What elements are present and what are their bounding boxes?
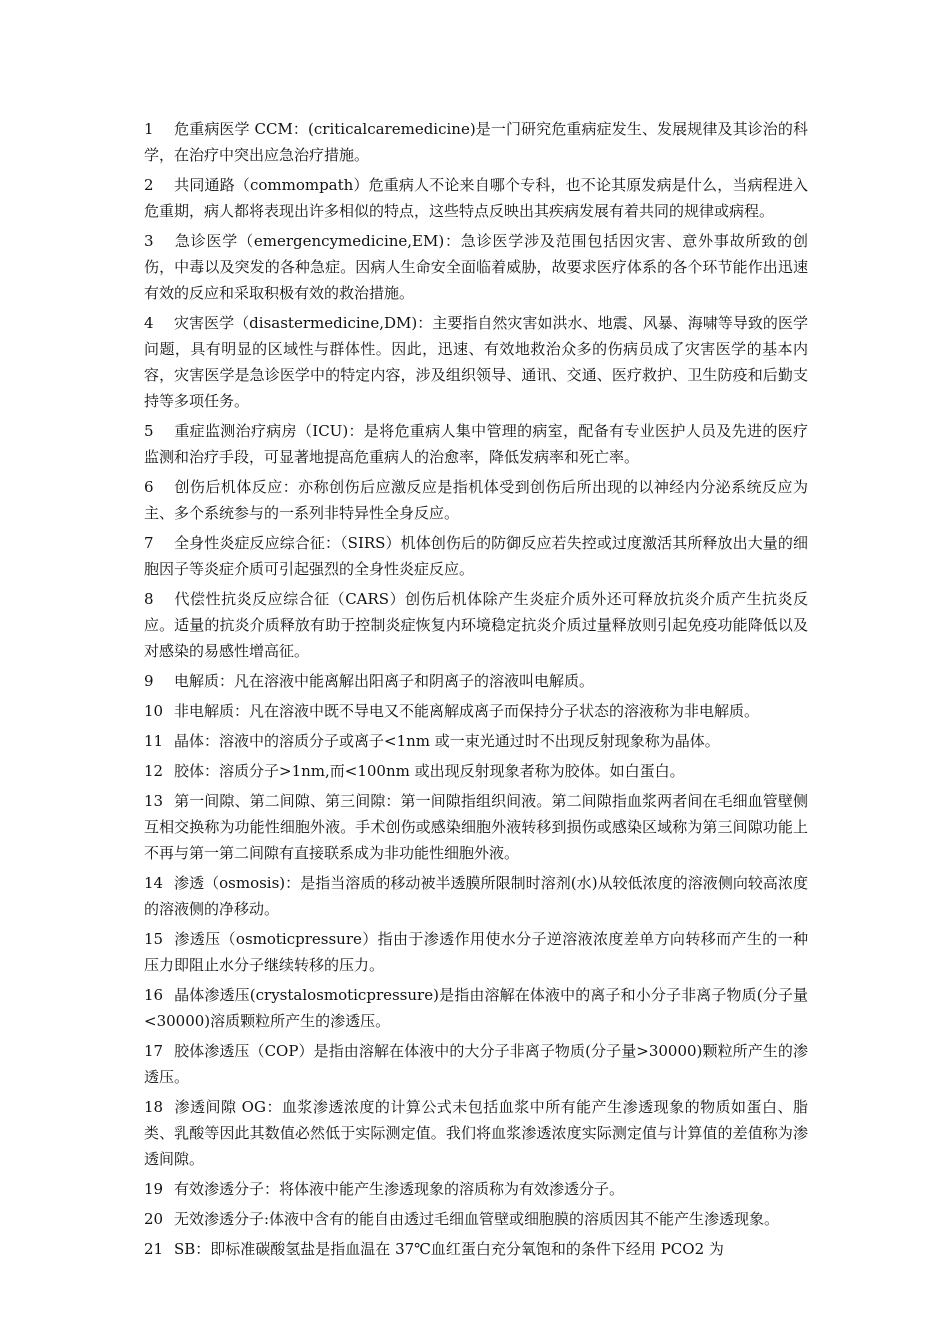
entry-text: 晶体：溶液中的溶质分子或离子<1nm 或一束光通过时不出现反射现象称为晶体。 [174,732,720,750]
entry-text: 无效渗透分子:体液中含有的能自由透过毛细血管壁或细胞膜的溶质因其不能产生渗透现象。 [174,1210,780,1228]
entry-text: 重症监测治疗病房（ICU)：是将危重病人集中管理的病室，配备有专业医护人员及先进的医疗监测和治疗手段，可显著地提高危重病人的治愈率，降低发病率和死亡率。 [144,422,808,466]
entry-number: 9 [144,672,154,690]
glossary-entry [144,474,808,526]
entry-number: 15 [144,930,164,948]
entry-text: 有效渗透分子：将体液中能产生渗透现象的溶质称为有效渗透分子。 [174,1180,625,1198]
entry-text: 创伤后机体反应：亦称创伤后应激反应是指机体受到创伤后所出现的以神经内分泌系统反应为主、多个系统参与的一系列非特异性全身反应。 [144,478,808,522]
entry-number: 20 [144,1210,164,1228]
entry-number: 21 [144,1240,164,1258]
document-body [144,116,808,1266]
entry-text: 非电解质：凡在溶液中既不导电又不能离解成离子而保持分子状态的溶液称为非电解质。 [174,702,760,720]
glossary-entry [144,418,808,470]
entry-number: 14 [144,874,164,892]
entry-number: 6 [144,478,154,496]
entry-text: 电解质：凡在溶液中能离解出阳离子和阴离子的溶液叫电解质。 [174,672,595,690]
glossary-entry [144,310,808,414]
glossary-entry [144,1094,808,1172]
glossary-entry [144,870,808,922]
entry-number: 10 [144,702,164,720]
glossary-entry [144,228,808,306]
entry-text: 胶体：溶质分子>1nm,而<100nm 或出现反射现象者称为胶体。如白蛋白。 [174,762,685,780]
entry-number: 4 [144,314,154,332]
glossary-entry [144,982,808,1034]
entry-text: 危重病医学 CCM：(criticalcaremedicine)是一门研究危重病症发生、发展规律及其诊治的科学，在治疗中突出应急治疗措施。 [144,120,808,164]
entry-number: 2 [144,176,154,194]
entry-number: 11 [144,732,164,750]
glossary-entry [144,668,808,694]
entry-number: 17 [144,1042,164,1060]
entry-number: 12 [144,762,164,780]
glossary-entry [144,116,808,168]
entry-text: 第一间隙、第二间隙、第三间隙：第一间隙指组织间液。第二间隙指血浆两者间在毛细血管壁侧互相交换称为功能性细胞外液。手术创伤或感染细胞外液转移到损伤或感染区域称为第三间隙功能上不再与第一第二间隙有直接联系成为非功能性细胞外液。 [144,792,808,862]
glossary-entry [144,586,808,664]
entry-number: 19 [144,1180,164,1198]
entry-text: 共同通路（commompath）危重病人不论来自哪个专科，也不论其原发病是什么，当病程进入危重期，病人都将表现出许多相似的特点，这些特点反映出其疾病发展有着共同的规律或病程。 [144,176,808,220]
entry-text: 晶体渗透压(crystalosmoticpressure)是指由溶解在体液中的离子和小分子非离子物质(分子量<30000)溶质颗粒所产生的渗透压。 [144,986,808,1030]
entry-number: 5 [144,422,154,440]
entry-text: 胶体渗透压（COP）是指由溶解在体液中的大分子非离子物质(分子量>30000)颗粒所产生的渗透压。 [144,1042,808,1086]
glossary-entry [144,172,808,224]
glossary-entry [144,1206,808,1232]
entry-text: 急诊医学（emergencymedicine,EM)：急诊医学涉及范围包括因灾害、意外事故所致的创伤，中毒以及突发的各种急症。因病人生命安全面临着威胁，故要求医疗体系的各个环节能作出迅速有效的反应和采取积极有效的救治措施。 [144,232,808,302]
glossary-entry [144,788,808,866]
entry-text: 渗透压（osmoticpressure）指由于渗透作用使水分子逆溶液浓度差单方向转移而产生的一种压力即阻止水分子继续转移的压力。 [144,930,808,974]
glossary-entry [144,926,808,978]
entry-number: 1 [144,120,154,138]
entry-text: 代偿性抗炎反应综合征（CARS）创伤后机体除产生炎症介质外还可释放抗炎介质产生抗炎反应。适量的抗炎介质释放有助于控制炎症恢复内环境稳定抗炎介质过量释放则引起免疫功能降低以及对感染的易感性增高征。 [144,590,808,660]
entry-number: 16 [144,986,164,1004]
entry-text: SB：即标准碳酸氢盐是指血温在 37℃血红蛋白充分氧饱和的条件下经用 PCO2 为 [174,1240,724,1258]
glossary-entry [144,530,808,582]
glossary-entry [144,1176,808,1202]
entry-number: 13 [144,792,164,810]
entry-number: 3 [144,232,154,250]
entry-number: 7 [144,534,154,552]
glossary-entry [144,728,808,754]
entry-text: 灾害医学（disastermedicine,DM)：主要指自然灾害如洪水、地震、风暴、海啸等导致的医学问题，具有明显的区域性与群体性。因此，迅速、有效地救治众多的伤病员成了灾害医学的基本内容，灾害医学是急诊医学中的特定内容，涉及组织领导、通讯、交通、医疗救护、卫生防疫和后勤支持等多项任务。 [144,314,808,410]
entry-number: 18 [144,1098,164,1116]
entry-text: 全身性炎症反应综合征：（SIRS）机体创伤后的防御反应若失控或过度激活其所释放出大量的细胞因子等炎症介质可引起强烈的全身性炎症反应。 [144,534,808,578]
glossary-entry [144,758,808,784]
glossary-entry [144,698,808,724]
entry-text: 渗透间隙 OG：血浆渗透浓度的计算公式未包括血浆中所有能产生渗透现象的物质如蛋白、脂类、乳酸等因此其数值必然低于实际测定值。我们将血浆渗透浓度实际测定值与计算值的差值称为渗透间隙。 [144,1098,808,1168]
entry-number: 8 [144,590,154,608]
glossary-entry [144,1236,808,1262]
glossary-entry [144,1038,808,1090]
entry-text: 渗透（osmosis)：是指当溶质的移动被半透膜所限制时溶剂(水)从较低浓度的溶液侧向较高浓度的溶液侧的净移动。 [144,874,808,918]
